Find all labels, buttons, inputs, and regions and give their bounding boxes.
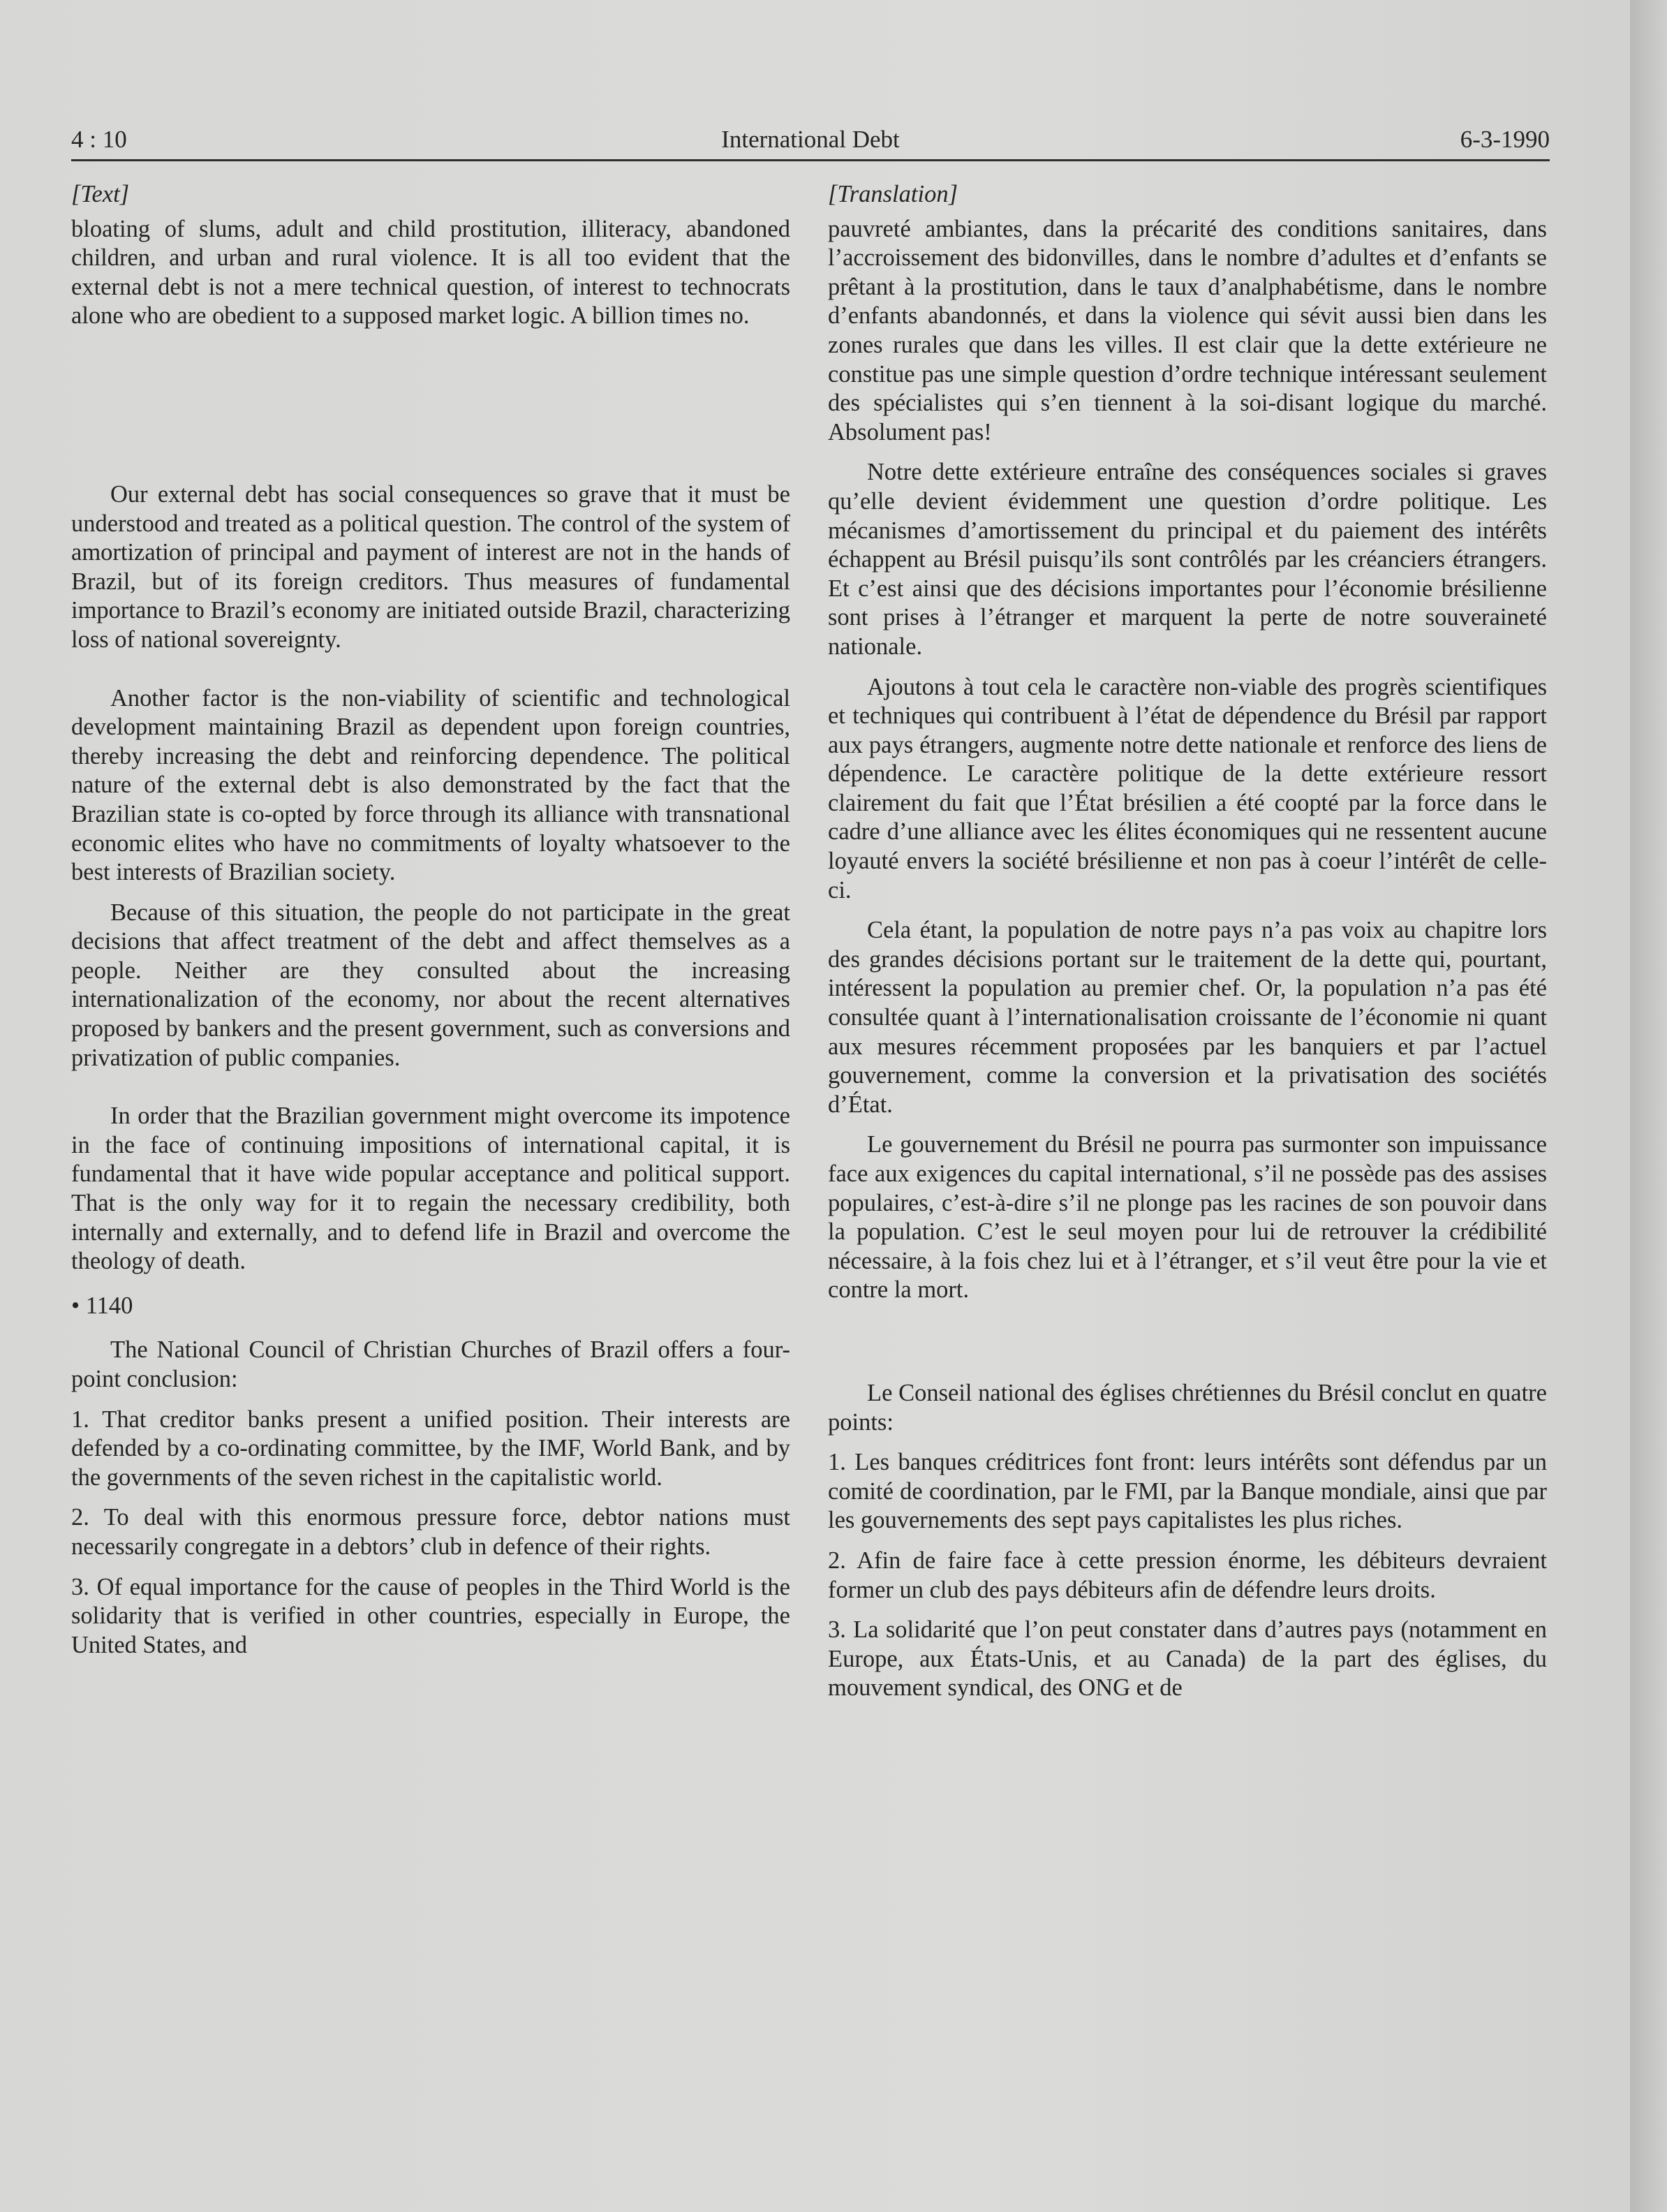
- english-list-item: 2. To deal with this enormous pressure force, debtor nations must necessarily congregate in a debtors’ club in defence of their rights.: [71, 1504, 790, 1560]
- french-list-item: 1. Les banques créditrices font front: leurs intérêts sont défendus par un comité de coordination, par le FMI, par la Banque mondiale, ainsi que par les gouvernements des sept pays capitalistes les plus riches.: [828, 1449, 1547, 1534]
- english-column: [71, 180, 790, 1660]
- french-paragraph: pauvreté ambiantes, dans la précarité des conditions sanitaires, dans l’accroissement des bidonvilles, dans le nombre d’adultes et d’enfants se prêtant à la prostitution, dans le taux d’analphabétisme, dans le nombre d’enfants abandonnés, et dans la violence qui sévit aussi bien dans les zones rurales que dans les villes. Il est clair que la dette extérieure ne constitue pas une simple question d’ordre technique intéressant seulement des spécialistes qui s’en tiennent à la soi-disant logique du marché. Absolument pas!: [828, 215, 1547, 445]
- header-section: 4 : 10: [71, 126, 127, 153]
- english-paragraph: The National Council of Christian Churches of Brazil offers a four-point conclusion:: [71, 1336, 790, 1392]
- french-paragraph: Le Conseil national des églises chrétiennes du Brésil conclut en quatre points:: [828, 1379, 1547, 1436]
- french-column-label: [Translation]: [828, 181, 958, 207]
- english-paragraph: In order that the Brazilian government might overcome its impotence in the face of continuing impositions of international capital, it is fundamental that it have wide popular acceptance and political support. That is the only way for it to regain the necessary credibility, both internally and externally, and to defend life in Brazil and overcome the theology of death.: [71, 1103, 790, 1275]
- header-date: 6-3-1990: [1460, 126, 1550, 153]
- english-paragraph: Because of this situation, the people do not participate in the great decisions that affect treatment of the debt and affect themselves as a people. Neither are they consulted about the increasing internationalization of the economy, nor about the recent alternatives proposed by bankers and the present government, such as conversions and privatization of public companies.: [71, 899, 790, 1071]
- page-header: [71, 120, 1550, 161]
- french-column: [828, 180, 1547, 1703]
- french-paragraph: Cela étant, la population de notre pays n’a pas voix au chapitre lors des grandes décisions portant sur le traitement de la dette qui, pourtant, intéressent la population au premier chef. Or, la population n’a pas été consultée quant à l’internationalisation croissante de l’économie ni quant aux mesures récemment proposées par les banquiers et par l’actuel gouvernement, comme la conversion et la privatisation des sociétés d’État.: [828, 917, 1547, 1118]
- french-paragraph: Notre dette extérieure entraîne des conséquences sociales si graves qu’elle devient évidemment une question d’ordre politique. Les mécanismes d’amortissement du principal et du paiement des intérêts échappent au Brésil puisqu’ils sont contrôlés par les créanciers étrangers. Et c’est ainsi que des décisions importantes pour l’économie brésilienne sont prises à l’étranger et marquent la perte de notre souveraineté nationale.: [828, 459, 1547, 660]
- english-list-item: 3. Of equal importance for the cause of peoples in the Third World is the solidarity that is verified in other countries, especially in Europe, the United States, and: [71, 1573, 790, 1658]
- header-title: International Debt: [721, 126, 900, 153]
- french-list-item: 2. Afin de faire face à cette pression énorme, les débiteurs devraient former un club des pays débiteurs afin de défendre leurs droits.: [828, 1547, 1547, 1603]
- english-column-label: [Text]: [71, 181, 130, 207]
- english-paragraph: bloating of slums, adult and child prostitution, illiteracy, abandoned children, and urban and rural violence. It is all too evident that the external debt is not a mere technical question, of interest to technocrats alone who are obedient to a supposed market logic. A billion times no.: [71, 215, 790, 330]
- page-marker: • 1140: [71, 1292, 133, 1319]
- french-paragraph: Ajoutons à tout cela le caractère non-viable des progrès scientifiques et techniques qui contribuent à l’état de dépendence du Brésil par rapport aux pays étrangers, augmente notre dette nationale et renforce des liens de dépendence. Le caractère politique de la dette extérieure ressort clairement du fait que l’État brésilien a été coopté par la force dans le cadre d’une alliance avec les élites économiques qui ne ressentent aucune loyauté envers la société brésilienne et non pas à coeur l’intérêt de celle-ci.: [828, 673, 1547, 904]
- english-paragraph: Our external debt has social consequences so grave that it must be understood and treated as a political question. The control of the system of amortization of principal and payment of interest are not in the hands of Brazil, but of its foreign creditors. Thus measures of fundamental importance to Brazil’s economy are initiated outside Brazil, characterizing loss of national sovereignty.: [71, 480, 790, 653]
- page-edge-shadow: [1630, 0, 1667, 2212]
- english-list-item: 1. That creditor banks present a unified position. Their interests are defended by a co-ordinating committee, by the IMF, World Bank, and by the governments of the seven richest in the capitalistic world.: [71, 1406, 790, 1491]
- french-paragraph: Le gouvernement du Brésil ne pourra pas surmonter son impuissance face aux exigences du capital international, s’il ne possède pas des assises populaires, c’est-à-dire s’il ne plonge pas les racines de son pouvoir dans la population. C’est le seul moyen pour lui de retrouver la crédibilité nécessaire, à la fois chez lui et à l’étranger, et s’il veut être pour la vie et contre la mort.: [828, 1131, 1547, 1304]
- english-paragraph: Another factor is the non-viability of scientific and technological development maintaining Brazil as dependent upon foreign countries, thereby increasing the debt and reinforcing dependence. The political nature of the external debt is also demonstrated by the fact that the Brazilian state is co-opted by force through its alliance with transnational economic elites who have no commitments of loyalty whatsoever to the best interests of Brazilian society.: [71, 684, 790, 886]
- french-list-item: 3. La solidarité que l’on peut constater dans d’autres pays (notamment en Europe, aux États-Unis, et au Canada) de la part des églises, du mouvement syndical, des ONG et de: [828, 1616, 1547, 1702]
